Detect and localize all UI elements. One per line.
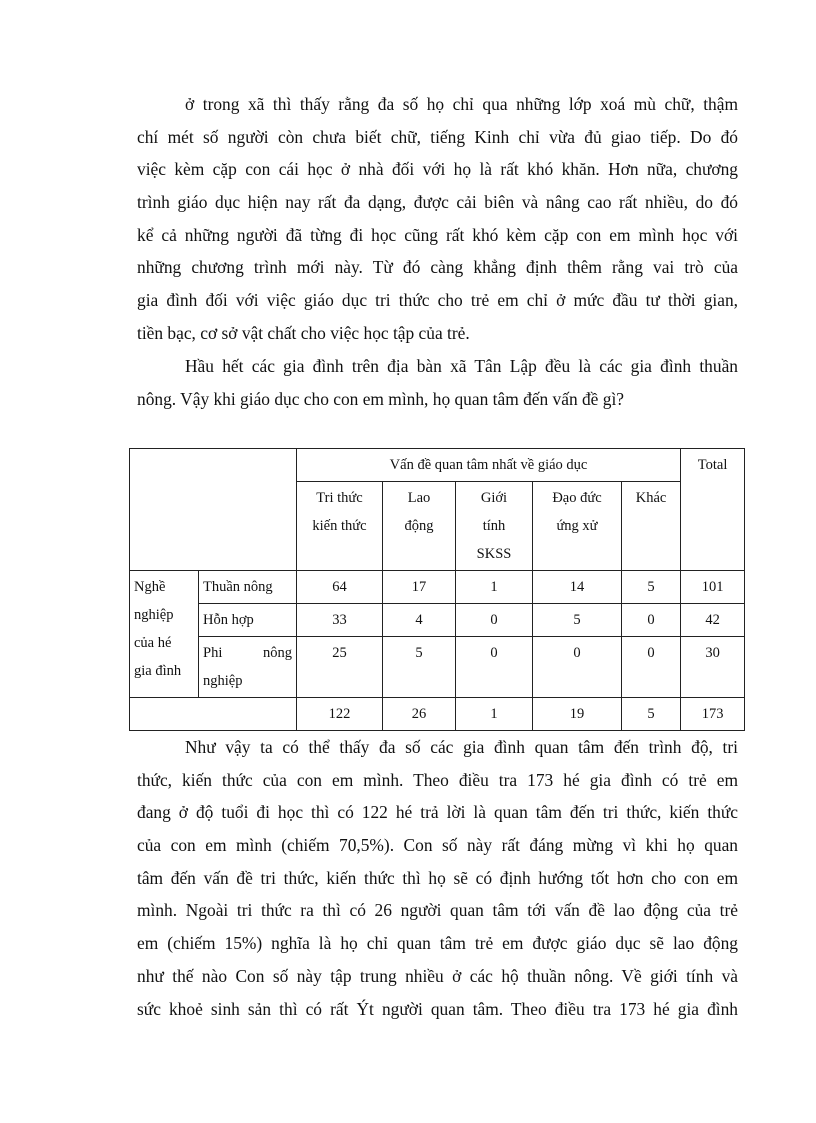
table-cell: 122 [297,698,383,731]
column-header: Tri thức kiến thức [297,482,383,571]
paragraph-line: nông. Vậy khi giáo dục cho con em mình, họ quan tâm đến vấn đề gì? [137,388,624,409]
table-cell: 25 [297,637,383,698]
paragraph-line: gia đình đối với việc giáo dục tri thức cho trẻ em chỉ ở mức đầu tư thời gian, [137,290,738,311]
column-header: Đạo đức ứng xử [533,482,622,571]
row-label: Hỗn hợp [199,604,297,637]
paragraph-line: trình giáo dục hiện nay rất đa dạng, được cải biên và nâng cao rất nhiều, do đó [137,192,738,213]
paragraph-line: của con em mình (chiếm 70,5%). Con số này rất đáng mừng vì khi họ quan [137,835,738,856]
table-cell: 5 [622,698,681,731]
table-cell: 5 [383,637,456,698]
paragraph-line: Như vậy ta có thể thấy đa số các gia đình quan tâm đến trình độ, tri [185,737,738,757]
totals-row [130,698,745,731]
paragraph-line: sức khoẻ sinh sản thì có rất Ýt người quan tâm. Theo điều tra 173 hé gia đình [137,998,738,1019]
paragraph-line: đang ở độ tuổi đi học thì có 122 hé trả lời là quan tâm đến tri thức, kiến thức [137,802,738,823]
table-row [130,571,745,604]
column-header: Giới tính SKSS [456,482,533,571]
table-row [130,604,745,637]
total-header: Total [681,449,745,571]
paragraph-line: việc kèm cặp con cái học ở nhà đối với họ là rất khó khăn. Hơn nữa, chương [137,159,738,180]
table-cell: 19 [533,698,622,731]
paragraph-3 [137,731,738,1025]
table-corner-cell [130,449,297,571]
paragraph-line: tiền bạc, cơ sở vật chất cho việc học tập của trẻ. [137,322,470,343]
table-cell: 1 [456,571,533,604]
row-label: Phi nông nghiệp [199,637,297,698]
paragraph-2 [137,350,738,415]
education-concern-table [129,448,745,731]
table-cell: 0 [622,604,681,637]
paragraph-line: như thế nào Con số này tập trung nhiều ở các hộ thuần nông. Về giới tính và [137,965,738,986]
table-row [130,637,745,698]
table-cell: 26 [383,698,456,731]
table-cell: 4 [383,604,456,637]
paragraph-line: ở trong xã thì thấy rằng đa số họ chỉ qua những lớp xoá mù chữ, thậm [185,94,738,114]
paragraph-line: kể cả những người đã từng đi học cũng rất khó kèm cặp con em mình học với [137,224,738,245]
row-label: Thuần nông [199,571,297,604]
row-total: 42 [681,604,745,637]
paragraph-line: thức, kiến thức của con em mình. Theo điều tra 173 hé gia đình có trẻ em [137,769,738,790]
table-cell: 1 [456,698,533,731]
totals-label-cell [130,698,297,731]
column-header: Khác [622,482,681,571]
paragraph-line: những chương trình mới này. Từ đó càng khẳng định thêm rằng vai trò của [137,257,738,278]
column-header: Lao động [383,482,456,571]
row-total: 101 [681,571,745,604]
table-cell: 0 [456,604,533,637]
row-group-label: Nghề nghiệp của hé gia đình [130,571,199,698]
paragraph-line: Hầu hết các gia đình trên địa bàn xã Tân Lập đều là các gia đình thuần [185,356,738,376]
paragraph-line: em (chiếm 15%) nghĩa là họ chỉ quan tâm trẻ em được giáo dục sẽ lao động [137,933,738,954]
paragraph-line: tâm đến vấn đề tri thức, kiến thức thì họ sẽ có định hướng tốt hơn cho con em [137,867,738,888]
paragraph-line: mình. Ngoài tri thức ra thì có 26 người quan tâm tới vấn đề lao động của trẻ [137,900,738,921]
grand-total: 173 [681,698,745,731]
table-cell: 5 [533,604,622,637]
row-total: 30 [681,637,745,698]
table-cell: 14 [533,571,622,604]
table-cell: 0 [533,637,622,698]
table-cell: 64 [297,571,383,604]
table-cell: 0 [622,637,681,698]
group-header: Vấn đề quan tâm nhất về giáo dục [297,449,681,482]
paragraph-1 [137,88,738,350]
table-cell: 5 [622,571,681,604]
table-cell: 33 [297,604,383,637]
paragraph-line: chí mét số người còn chưa biết chữ, tiếng Kinh chỉ vừa đủ giao tiếp. Do đó [137,126,738,147]
table-cell: 0 [456,637,533,698]
table-cell: 17 [383,571,456,604]
